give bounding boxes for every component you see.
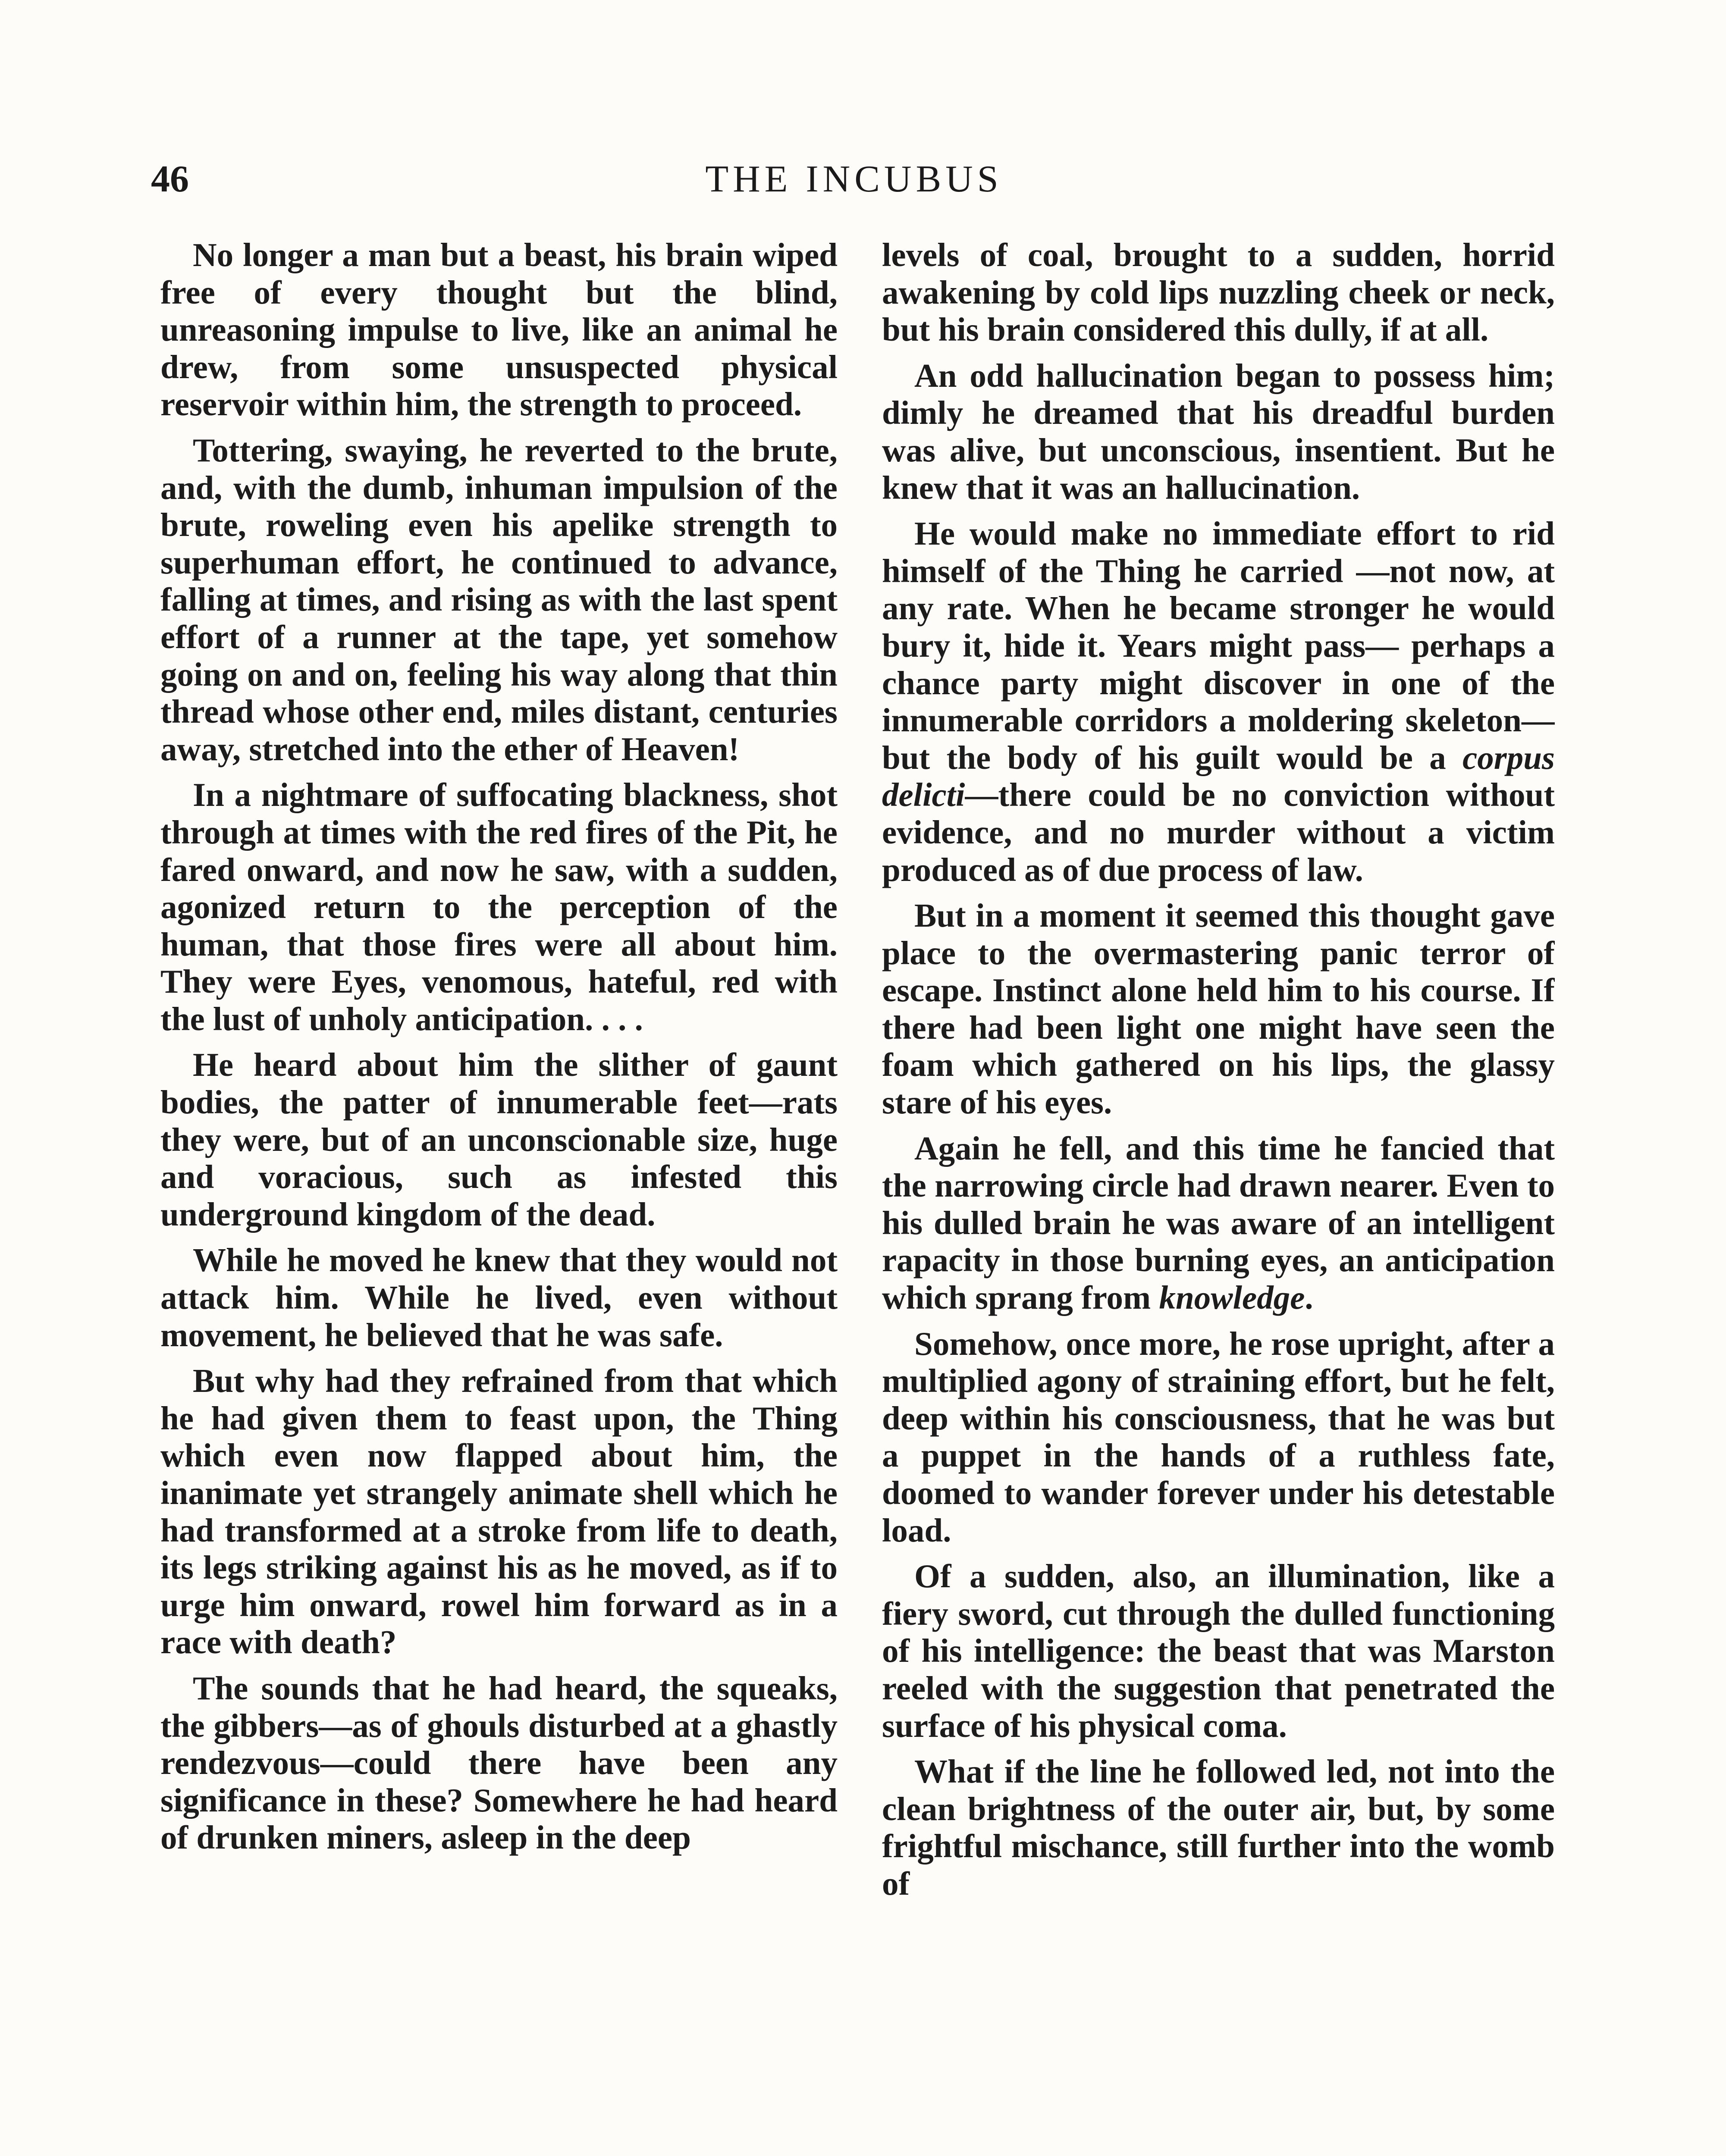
paragraph: While he moved he knew that they would not attack him. While he lived, even without movement, he believed that he was safe. — [160, 1241, 838, 1354]
paragraph: Tottering, swaying, he reverted to the brute, and, with the dumb, inhuman impulsion of the brute, roweling even his apelike strength to superhuman effort, he continued to advance, falling at times, and rising as with the last spent effort of a runner at the tape, yet somehow going on and on, feeling his way along that thin thread whose other end, miles distant, centuries away, stretched into the ether of Heaven! — [160, 431, 838, 768]
paragraph: He heard about him the slither of gaunt bodies, the patter of innumerable feet—rats they were, but of an unconscionable size, huge and voracious, such as infested this underground kingdom of the dead. — [160, 1046, 838, 1233]
page-header — [151, 157, 1557, 209]
paragraph: What if the line he followed led, not into the clean brightness of the outer air, but, by some frightful mischance, still further into the womb of — [882, 1753, 1555, 1902]
page-number: 46 — [151, 158, 189, 200]
paragraph — [882, 515, 1555, 888]
paragraph — [882, 1130, 1555, 1316]
paragraph: Of a sudden, also, an illumination, like a fiery sword, cut through the dulled functioning of his intelligence: the beast that was Marston reeled with the suggestion that penetrated the surface of his physical coma. — [882, 1557, 1555, 1744]
paragraph: But in a moment it seemed this thought gave place to the overmastering panic terror of escape. Instinct alone held him to his course. If there had been light one might have seen the foam which gathered on his lips, the glassy stare of his eyes. — [882, 897, 1555, 1121]
italic-phrase: corpus delicti — [882, 739, 1555, 814]
text-run: —there could be no conviction without evidence, and no murder without a victim produced as of due process of law. — [882, 776, 1555, 888]
paragraph: No longer a man but a beast, his brain wiped free of every thought but the blind, unreasoning impulse to live, like an animal he drew, from some unsuspected physical reservoir within him, the strength to proceed. — [160, 236, 838, 423]
left-column — [160, 236, 838, 2156]
right-column — [882, 236, 1555, 2156]
text-run: . — [1305, 1279, 1313, 1316]
paragraph: But why had they refrained from that which he had given them to feast upon, the Thing which even now flapped about him, the inanimate yet strangely animate shell which he had transformed at a stroke from life to death, its legs striking against his as he moved, as if to urge him onward, rowel him forward as in a race with death? — [160, 1362, 838, 1661]
italic-phrase: knowledge — [1159, 1279, 1305, 1316]
text-run: Again he fell, and this time he fancied that the narrowing circle had drawn nearer. Even to his dulled brain he was aware of an intelligent rapacity in those burning eyes, an anticipation which sprang from — [882, 1129, 1555, 1316]
paragraph: An odd hallucination began to possess him; dimly he dreamed that his dreadful burden was alive, but unconscious, insentient. But he knew that it was an hallucination. — [882, 357, 1555, 506]
paragraph-continued: levels of coal, brought to a sudden, horrid awakening by cold lips nuzzling cheek or neck, but his brain considered this dully, if at all. — [882, 236, 1555, 348]
text-run: He would make no immediate effort to rid himself of the Thing he carried —not now, at any rate. When he became stronger he would bury it, hide it. Years might pass— perhaps a chance party might discover in one of the innumerable corridors a moldering skeleton—but the body of his guilt would be a — [882, 515, 1555, 776]
paragraph: Somehow, once more, he rose upright, after a multiplied agony of straining effort, but he felt, deep within his consciousness, that he was but a puppet in the hands of a ruthless fate, doomed to wander forever under his detestable load. — [882, 1325, 1555, 1549]
running-title: THE INCUBUS — [705, 158, 1003, 200]
paragraph: The sounds that he had heard, the squeaks, the gibbers—as of ghouls disturbed at a ghastly rendezvous—could there have been any significance in these? Somewhere he had heard of drunken miners, asleep in the deep — [160, 1669, 838, 1856]
paragraph: In a nightmare of suffocating blackness, shot through at times with the red fires of the Pit, he fared onward, and now he saw, with a sudden, agonized return to the perception of the human, that those fires were all about him. They were Eyes, venomous, hateful, red with the lust of unholy anticipation. . . . — [160, 776, 838, 1037]
